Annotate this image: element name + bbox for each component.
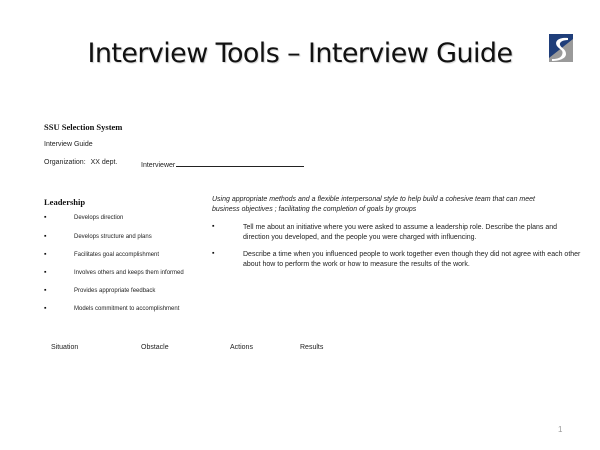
behavior-item: Provides appropriate feedback: [74, 288, 156, 294]
interviewer-input-line[interactable]: [176, 159, 304, 167]
bullet-icon: ▪: [44, 269, 47, 276]
behavior-item: Develops structure and plans: [74, 234, 152, 240]
questions-list: [212, 223, 582, 283]
bullet-icon: ▪: [44, 251, 47, 258]
behavior-item: Involves others and keeps them informed: [74, 270, 184, 276]
behavior-item: Develops direction: [74, 215, 124, 221]
behavior-item: Models commitment to accomplishment: [74, 306, 180, 312]
system-name: SSU Selection System: [44, 122, 123, 132]
behaviors-list: [44, 214, 214, 324]
ssu-s-logo-icon: [549, 34, 573, 62]
bullet-icon: ▪: [212, 223, 215, 230]
interviewer-label: Interviewer: [141, 162, 176, 169]
question-item: Describe a time when you influenced people to work together even though they did not agree with each other about how to perform the work or how to measure the results of the work.: [243, 251, 581, 268]
form-name: Interview Guide: [44, 141, 93, 148]
interviewer-field: [141, 159, 304, 169]
bullet-icon: ▪: [44, 305, 47, 312]
slide-title: Interview Tools – Interview Guide: [87, 38, 513, 69]
column-actions: Actions: [230, 344, 253, 351]
behavior-item: Facilitates goal accomplishment: [74, 252, 160, 258]
bullet-icon: ▪: [44, 287, 47, 294]
column-results: Results: [300, 344, 324, 351]
column-obstacle: Obstacle: [141, 344, 169, 351]
bullet-icon: ▪: [212, 250, 215, 257]
question-item: Tell me about an initiative where you were asked to assume a leadership role. Describe the plans and direction you developed, and the people you were charged with influencing.: [243, 224, 558, 241]
organization-field: [44, 159, 117, 166]
page-number: 1: [558, 425, 563, 434]
column-situation: Situation: [51, 344, 79, 351]
competency-definition: Using appropriate methods and a flexible interpersonal style to help build a cohesive team that can meet business objectives ; facilitating the completion of goals by groups: [212, 196, 535, 213]
organization-label: Organization:: [44, 159, 86, 166]
competency-name: Leadership: [44, 197, 86, 207]
organization-value: XX dept.: [90, 159, 118, 166]
bullet-icon: ▪: [44, 214, 47, 221]
bullet-icon: ▪: [44, 233, 47, 240]
